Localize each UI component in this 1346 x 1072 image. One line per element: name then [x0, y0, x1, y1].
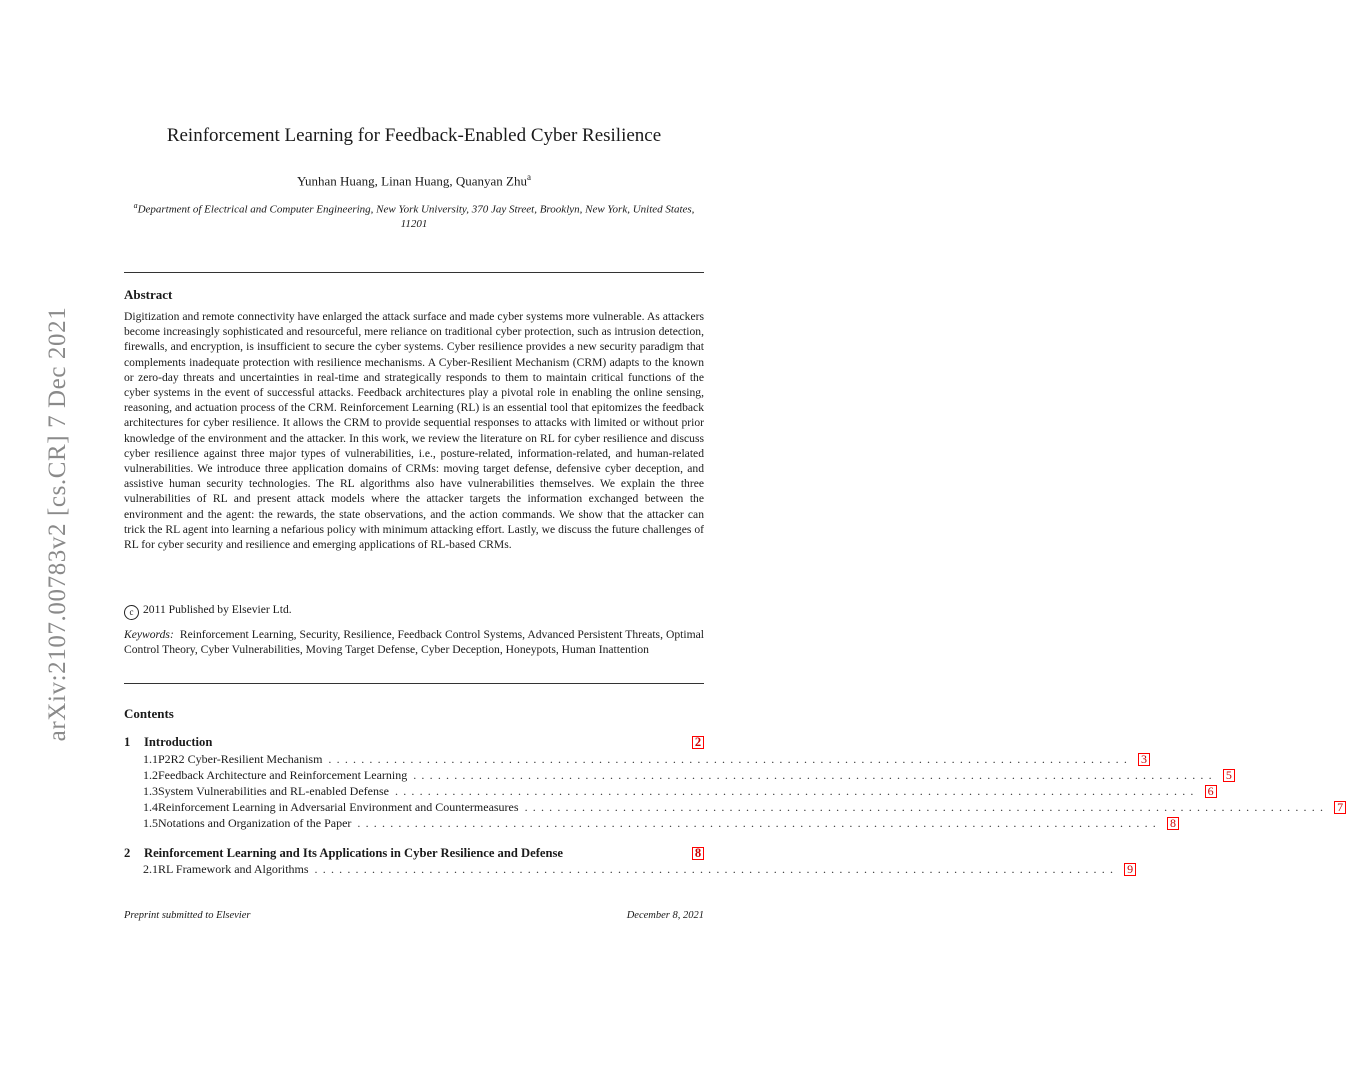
- toc-number: 2.1: [143, 862, 158, 876]
- toc-leader: ..................................................................................................: [328, 752, 1133, 766]
- author-affiliation-mark: a: [526, 172, 531, 182]
- toc-entry[interactable]: [124, 816, 1177, 831]
- toc-title: Reinforcement Learning in Adversarial Environment and Countermeasures: [158, 800, 519, 814]
- abstract-heading: Abstract: [124, 287, 173, 302]
- paper-title: Reinforcement Learning for Feedback-Enabled Cyber Resilience: [166, 125, 662, 146]
- toc-leader: ..................................................................................................: [357, 816, 1162, 830]
- affiliation-mark: a: [133, 201, 138, 210]
- toc-title: System Vulnerabilities and RL-enabled Defense: [158, 784, 389, 798]
- toc-title: Reinforcement Learning and Its Applications in Cyber Resilience and Defense: [144, 846, 563, 860]
- toc-title: Notations and Organization of the Paper: [158, 816, 352, 830]
- toc-entry[interactable]: [124, 862, 1134, 877]
- toc-leader: ..................................................................................................: [395, 784, 1199, 798]
- top-divider: [124, 272, 704, 273]
- toc-number: 1: [124, 735, 131, 749]
- toc-number: 1.5: [143, 816, 158, 830]
- toc-page-link[interactable]: 2: [692, 736, 704, 749]
- toc-page-link[interactable]: 6: [1205, 785, 1217, 798]
- toc-entry[interactable]: [124, 752, 1148, 767]
- keywords-text: Reinforcement Learning, Security, Resilience, Feedback Control Systems, Advanced Persistent Threats, Optimal Control Theory, Cyber Vulnerabilities, Moving Target Defense, Cyber Deception, Honeypots, Human Inattention: [124, 628, 704, 657]
- toc-entry[interactable]: [124, 800, 1344, 815]
- toc-page-link[interactable]: 8: [692, 847, 704, 860]
- affiliation-text: Department of Electrical and Computer Engineering, New York University, 370 Jay Street, Brooklyn, New York, United States, 11201: [137, 203, 695, 230]
- contents-heading: Contents: [124, 706, 174, 721]
- copyright-text: 2011 Published by Elsevier Ltd.: [143, 603, 292, 616]
- arxiv-identifier: arXiv:2107.00783v2 [cs.CR] 7 Dec 2021: [44, 306, 71, 742]
- toc-number: 1.4: [143, 800, 158, 814]
- toc-title: RL Framework and Algorithms: [158, 862, 309, 876]
- toc-entry[interactable]: [124, 846, 704, 861]
- toc-number: 1.3: [143, 784, 158, 798]
- toc-number: 1.1: [143, 752, 158, 766]
- toc-page-link[interactable]: 8: [1167, 817, 1179, 830]
- keywords-label: Keywords:: [124, 628, 174, 641]
- toc-leader: ..................................................................................................: [413, 768, 1217, 782]
- toc-number: 1.2: [143, 768, 158, 782]
- toc-entry[interactable]: [124, 735, 704, 750]
- bottom-divider: [124, 683, 704, 684]
- toc-number: 2: [124, 846, 131, 860]
- footer-date: December 8, 2021: [626, 910, 704, 921]
- toc-leader: ..................................................................................................: [314, 862, 1119, 876]
- toc-leader: ..................................................................................................: [524, 800, 1329, 814]
- authors-text: Yunhan Huang, Linan Huang, Quanyan Zhu: [297, 173, 527, 189]
- toc-page-link[interactable]: 7: [1334, 801, 1346, 814]
- toc-title: Introduction: [144, 735, 213, 749]
- author-list: [0, 172, 828, 189]
- toc-page-link[interactable]: 9: [1124, 863, 1136, 876]
- copyright-icon: c: [124, 605, 139, 620]
- affiliation: [124, 199, 704, 231]
- keywords: [124, 627, 704, 657]
- toc-page-link[interactable]: 3: [1138, 753, 1150, 766]
- toc-entry[interactable]: [124, 768, 1232, 783]
- toc-entry[interactable]: [124, 784, 1214, 799]
- copyright-notice: [124, 603, 292, 620]
- toc-title: P2R2 Cyber-Resilient Mechanism: [158, 752, 323, 766]
- toc-page-link[interactable]: 5: [1223, 769, 1235, 782]
- abstract-text: Digitization and remote connectivity have enlarged the attack surface and made cyber systems more vulnerable. As attackers become increasingly sophisticated and resourceful, mere reliance on traditional cyber protection, such as intrusion detection, firewalls, and encryption, is insufficient to secure the cyber systems. Cyber resilience provides a new security paradigm that complements inadequate protection with resilience mechanisms. A Cyber-Resilient Mechanism (CRM) adapts to the known or zero-day threats and uncertainties in real-time and strategically responds to them to maintain critical functions of the cyber systems in the event of successful attacks. Feedback architectures play a pivotal role in enabling the online sensing, reasoning, and actuation process of the CRM. Reinforcement Learning (RL) is an essential tool that epitomizes the feedback architectures for cyber resilience. It allows the CRM to provide sequential responses to attacks with limited or without prior knowledge of the environment and the attacker. In this work, we review the literature on RL for cyber resilience and discuss cyber resilience against three major types of vulnerabilities, i.e., posture-related, information-related, and human-related vulnerabilities. We introduce three application domains of CRMs: moving target defense, defensive cyber deception, and assistive human security technologies. The RL algorithms also have vulnerabilities themselves. We explain the three vulnerabilities of RL and present attack models where the attacker targets the information exchanged between the environment and the agent: the rewards, the state observations, and the action commands. We show that the attacker can trick the RL agent into learning a nefarious policy with minimum attacking effort. Lastly, we discuss the future challenges of RL for cyber security and resilience and emerging applications of RL-based CRMs.: [124, 310, 704, 552]
- toc-title: Feedback Architecture and Reinforcement Learning: [158, 768, 408, 782]
- footer-preprint-note: Preprint submitted to Elsevier: [124, 910, 251, 921]
